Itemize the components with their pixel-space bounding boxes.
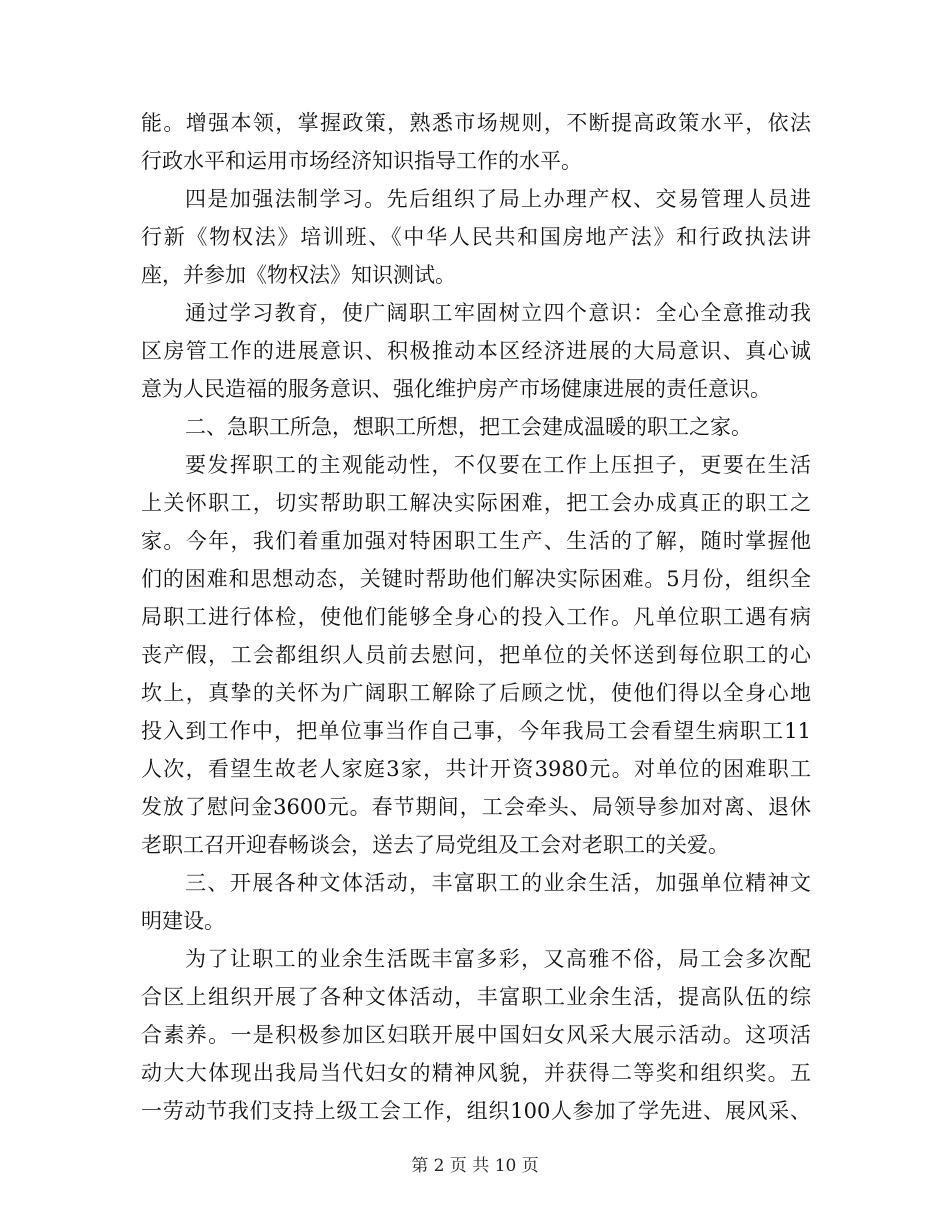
text-line: 一劳动节我们支持上级工会工作，组织100人参加了学先进、展风采、 (141, 1099, 811, 1123)
text-line: 发放了慰问金3600元。春节期间，工会牵头、局领导参加对离、退休 (141, 795, 811, 819)
text-line: 明建设。 (141, 909, 225, 933)
text-line: 行政水平和运用市场经济知识指导工作的水平。 (141, 149, 582, 173)
text-line: 行新《物权法》培训班、《中华人民共和国房地产法》和行政执法讲 (141, 225, 811, 249)
text-line: 通过学习教育，使广阔职工牢固树立四个意识：全心全意推动我 (185, 301, 811, 325)
text-line: 局职工进行体检，使他们能够全身心的投入工作。凡单位职工遇有病 (141, 605, 811, 629)
text-line: 为了让职工的业余生活既丰富多彩，又高雅不俗，局工会多次配 (185, 947, 811, 971)
text-line: 动大大体现出我局当代妇女的精神风貌，并获得二等奖和组织奖。五 (141, 1061, 811, 1085)
text-line: 合素养。一是积极参加区妇联开展中国妇女风采大展示活动。这项活 (141, 1023, 811, 1047)
text-line: 们的困难和思想动态，关键时帮助他们解决实际困难。5月份，组织全 (141, 567, 811, 591)
text-line: 丧产假，工会都组织人员前去慰问，把单位的关怀送到每位职工的心 (141, 643, 811, 667)
text-line: 投入到工作中，把单位事当作自己事，今年我局工会看望生病职工11 (141, 719, 811, 743)
text-line: 坎上，真挚的关怀为广阔职工解除了后顾之忧，使他们得以全身心地 (141, 681, 811, 705)
text-line: 要发挥职工的主观能动性，不仅要在工作上压担子，更要在生活 (185, 453, 811, 477)
text-line: 座，并参加《物权法》知识测试。 (141, 263, 456, 287)
text-line: 三、开展各种文体活动，丰富职工的业余生活，加强单位精神文 (185, 871, 811, 895)
text-line: 意为人民造福的服务意识、强化维护房产市场健康进展的责任意识。 (141, 377, 771, 401)
text-line: 四是加强法制学习。先后组织了局上办理产权、交易管理人员进 (185, 187, 811, 211)
document-body (141, 104, 811, 1130)
text-line: 能。增强本领，掌握政策，熟悉市场规则，不断提高政策水平，依法 (141, 111, 811, 135)
text-line: 二、急职工所急，想职工所想，把工会建成温暖的职工之家。 (185, 415, 752, 439)
text-line: 人次，看望生故老人家庭3家，共计开资3980元。对单位的困难职工 (141, 757, 811, 781)
text-line: 老职工召开迎春畅谈会，送去了局党组及工会对老职工的关爱。 (141, 833, 729, 857)
text-line: 上关怀职工，切实帮助职工解决实际困难，把工会办成真正的职工之 (141, 491, 811, 515)
page-footer: 第 2 页 共 10 页 (411, 1156, 539, 1176)
text-line: 区房管工作的进展意识、积极推动本区经济进展的大局意识、真心诚 (141, 339, 811, 363)
text-line: 合区上组织开展了各种文体活动，丰富职工业余生活，提高队伍的综 (141, 985, 811, 1009)
text-line: 家。今年，我们着重加强对特困职工生产、生活的了解，随时掌握他 (141, 529, 811, 553)
